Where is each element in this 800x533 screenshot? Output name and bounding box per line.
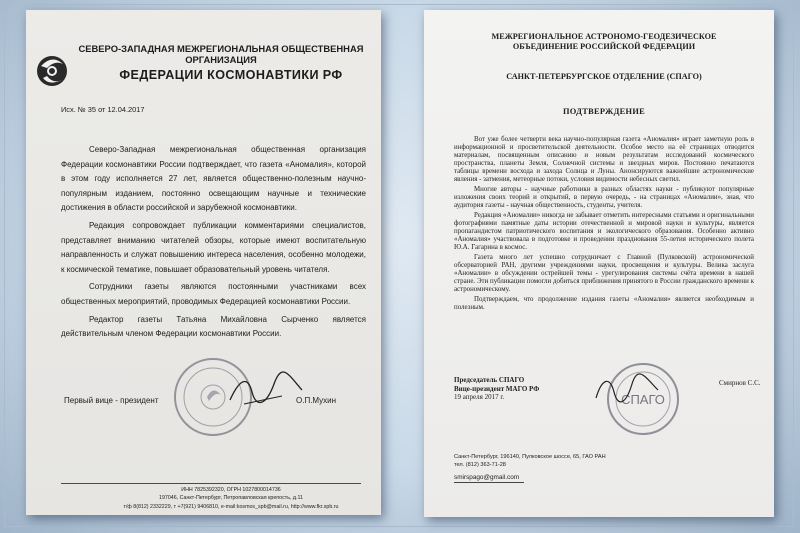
email-address: smirspago@gmail.com	[454, 474, 520, 481]
paragraph: Вот уже более четверти века научно-популярная газета «Аномалия» играет заметную роль в информационной и просветительской деятельности. Особое место на её страницах отводится материалам, посвященным описанию и новым результатам исследований космического пространства, планеты Земля, Солнечной системы и звездных миров. Постоянно печатаются таблицы времени восхода и захода Солнца и Луны. Анонсируются важнейшие астрономические явления - затмения, метеорные потоки, условия видимости небесных светил.	[454, 136, 754, 184]
paragraph: Подтверждаем, что продолжение издания газеты «Аномалия» является необходимым и полезным.	[454, 296, 754, 312]
outgoing-reference: Исх. № 35 от 12.04.2017	[61, 105, 145, 114]
letter-federation-cosmonautics	[26, 10, 381, 515]
letter-body	[454, 136, 754, 314]
organization-name	[464, 32, 744, 52]
paragraph: Сотрудники газеты являются постоянными участниками всех общественных мероприятий, проводимых Федерацией космонавтики России.	[61, 282, 366, 306]
letter-spago-confirmation	[424, 10, 774, 517]
signer-line: Вице-президент МАГО РФ	[454, 384, 540, 393]
stamp-text: СПАГО	[621, 392, 665, 407]
paragraph: Газета много лет успешно сотрудничает с Главной (Пулковской) астрономической обсерваторией РАН, другими учреждениями науки, просвещения и культуры. Велика заслуга «Аномалии» в обсуждении острейшей темы - урегулирования системы счёта времени в нашей стране. Эти публикации помогли добиться приближения принятого в России гражданского времени к астрономическому.	[454, 254, 754, 294]
letter-footer	[116, 486, 346, 511]
signer-block	[454, 376, 539, 402]
signer-name: О.П.Мухин	[296, 396, 337, 405]
signer-name: Смирнов С.С.	[719, 379, 761, 387]
email-underline	[454, 482, 524, 483]
branch-name: САНКТ-ПЕТЕРБУРГСКОЕ ОТДЕЛЕНИЕ (СПАГО)	[506, 72, 702, 81]
org-line: МЕЖРЕГИОНАЛЬНОЕ АСТРОНОМО-ГЕОДЕЗИЧЕСКОЕ	[491, 32, 717, 41]
org-line: СЕВЕРО-ЗАПАДНАЯ МЕЖРЕГИОНАЛЬНАЯ ОБЩЕСТВЕННАЯ	[78, 43, 364, 54]
org-line: ОРГАНИЗАЦИЯ	[185, 54, 257, 65]
document-title: ПОДТВЕРЖДЕНИЕ	[562, 107, 646, 116]
federation-logo-icon	[35, 50, 69, 92]
paragraph: Редактор газеты Татьяна Михайловна Сырченко является действительным членом Федерации космонавтики России.	[61, 314, 366, 339]
paragraph: Многие авторы - научные работники в разных областях науки - публикуют популярные изложения своих теорий и открытий, в первую очередь, - на страницах «Аномалии», зная, что аудитория газеты - научная общественность, студенты, учителя.	[454, 186, 754, 210]
footer-line: 197046, Санкт-Петербург, Петропавловская крепость, д.11	[159, 495, 303, 502]
federation-name: ФЕДЕРАЦИИ КОСМОНАВТИКИ РФ	[119, 68, 343, 82]
footer-line: Санкт-Петербург, 196140, Пулковское шоссе, 65, ГАО РАН	[454, 454, 606, 460]
letter-footer	[454, 453, 606, 469]
signature-mark	[592, 372, 662, 408]
signature-mark	[226, 370, 306, 412]
paragraph: Редакция «Аномалии» никогда не забывает отметить интересными статьями и оригинальными фотографиями памятные даты истории отечественной и мировой науки и культуры, является пропагандистом патриотического воспитания и экологического образования. Особенно активно «Аномалия» участвовала в подготовке и проведении празднования 55-летия исторического полета Ю.А. Гагарина в космос.	[454, 212, 754, 252]
org-line: ОБЪЕДИНЕНИЕ РОССИЙСКОЙ ФЕДЕРАЦИИ	[512, 42, 696, 51]
letter-date: 19 апреля 2017 г.	[454, 393, 505, 402]
paragraph: Редакция сопровождает публикации комментариями специалистов, представляет вниманию читателей обзоры, которые имеют воспитательную направленность и служат повышению интереса населения, особенно молодежи, к космической тематике, повышает образовательный уровень читателя.	[61, 220, 366, 274]
organization-name	[76, 43, 366, 65]
footer-divider	[61, 483, 361, 484]
footer-line: т/ф 8(812) 2332229, т +7(921) 9406810, e-mail:kosmos_spb@mail.ru, http://www.fkr.spb.ru	[123, 503, 339, 510]
paragraph: Северо-Западная межрегиональная общественная организация Федерации космонавтики России подтверждает, что газета «Аномалия», которой в этом году исполняется 27 лет, является общественно-полезным научно-популярным изданием, постоянно освещающим научные и технические достижения в области российской и зарубежной космонавтики.	[61, 145, 366, 213]
signer-title: Первый вице - президент	[64, 396, 159, 405]
signer-line: Председатель СПАГО	[454, 376, 525, 384]
letter-body	[61, 143, 366, 345]
footer-line: тел. (812) 363-71-28	[454, 462, 506, 468]
footer-line: ИНН 7825392320, ОГРН 1027800014736	[181, 487, 281, 493]
